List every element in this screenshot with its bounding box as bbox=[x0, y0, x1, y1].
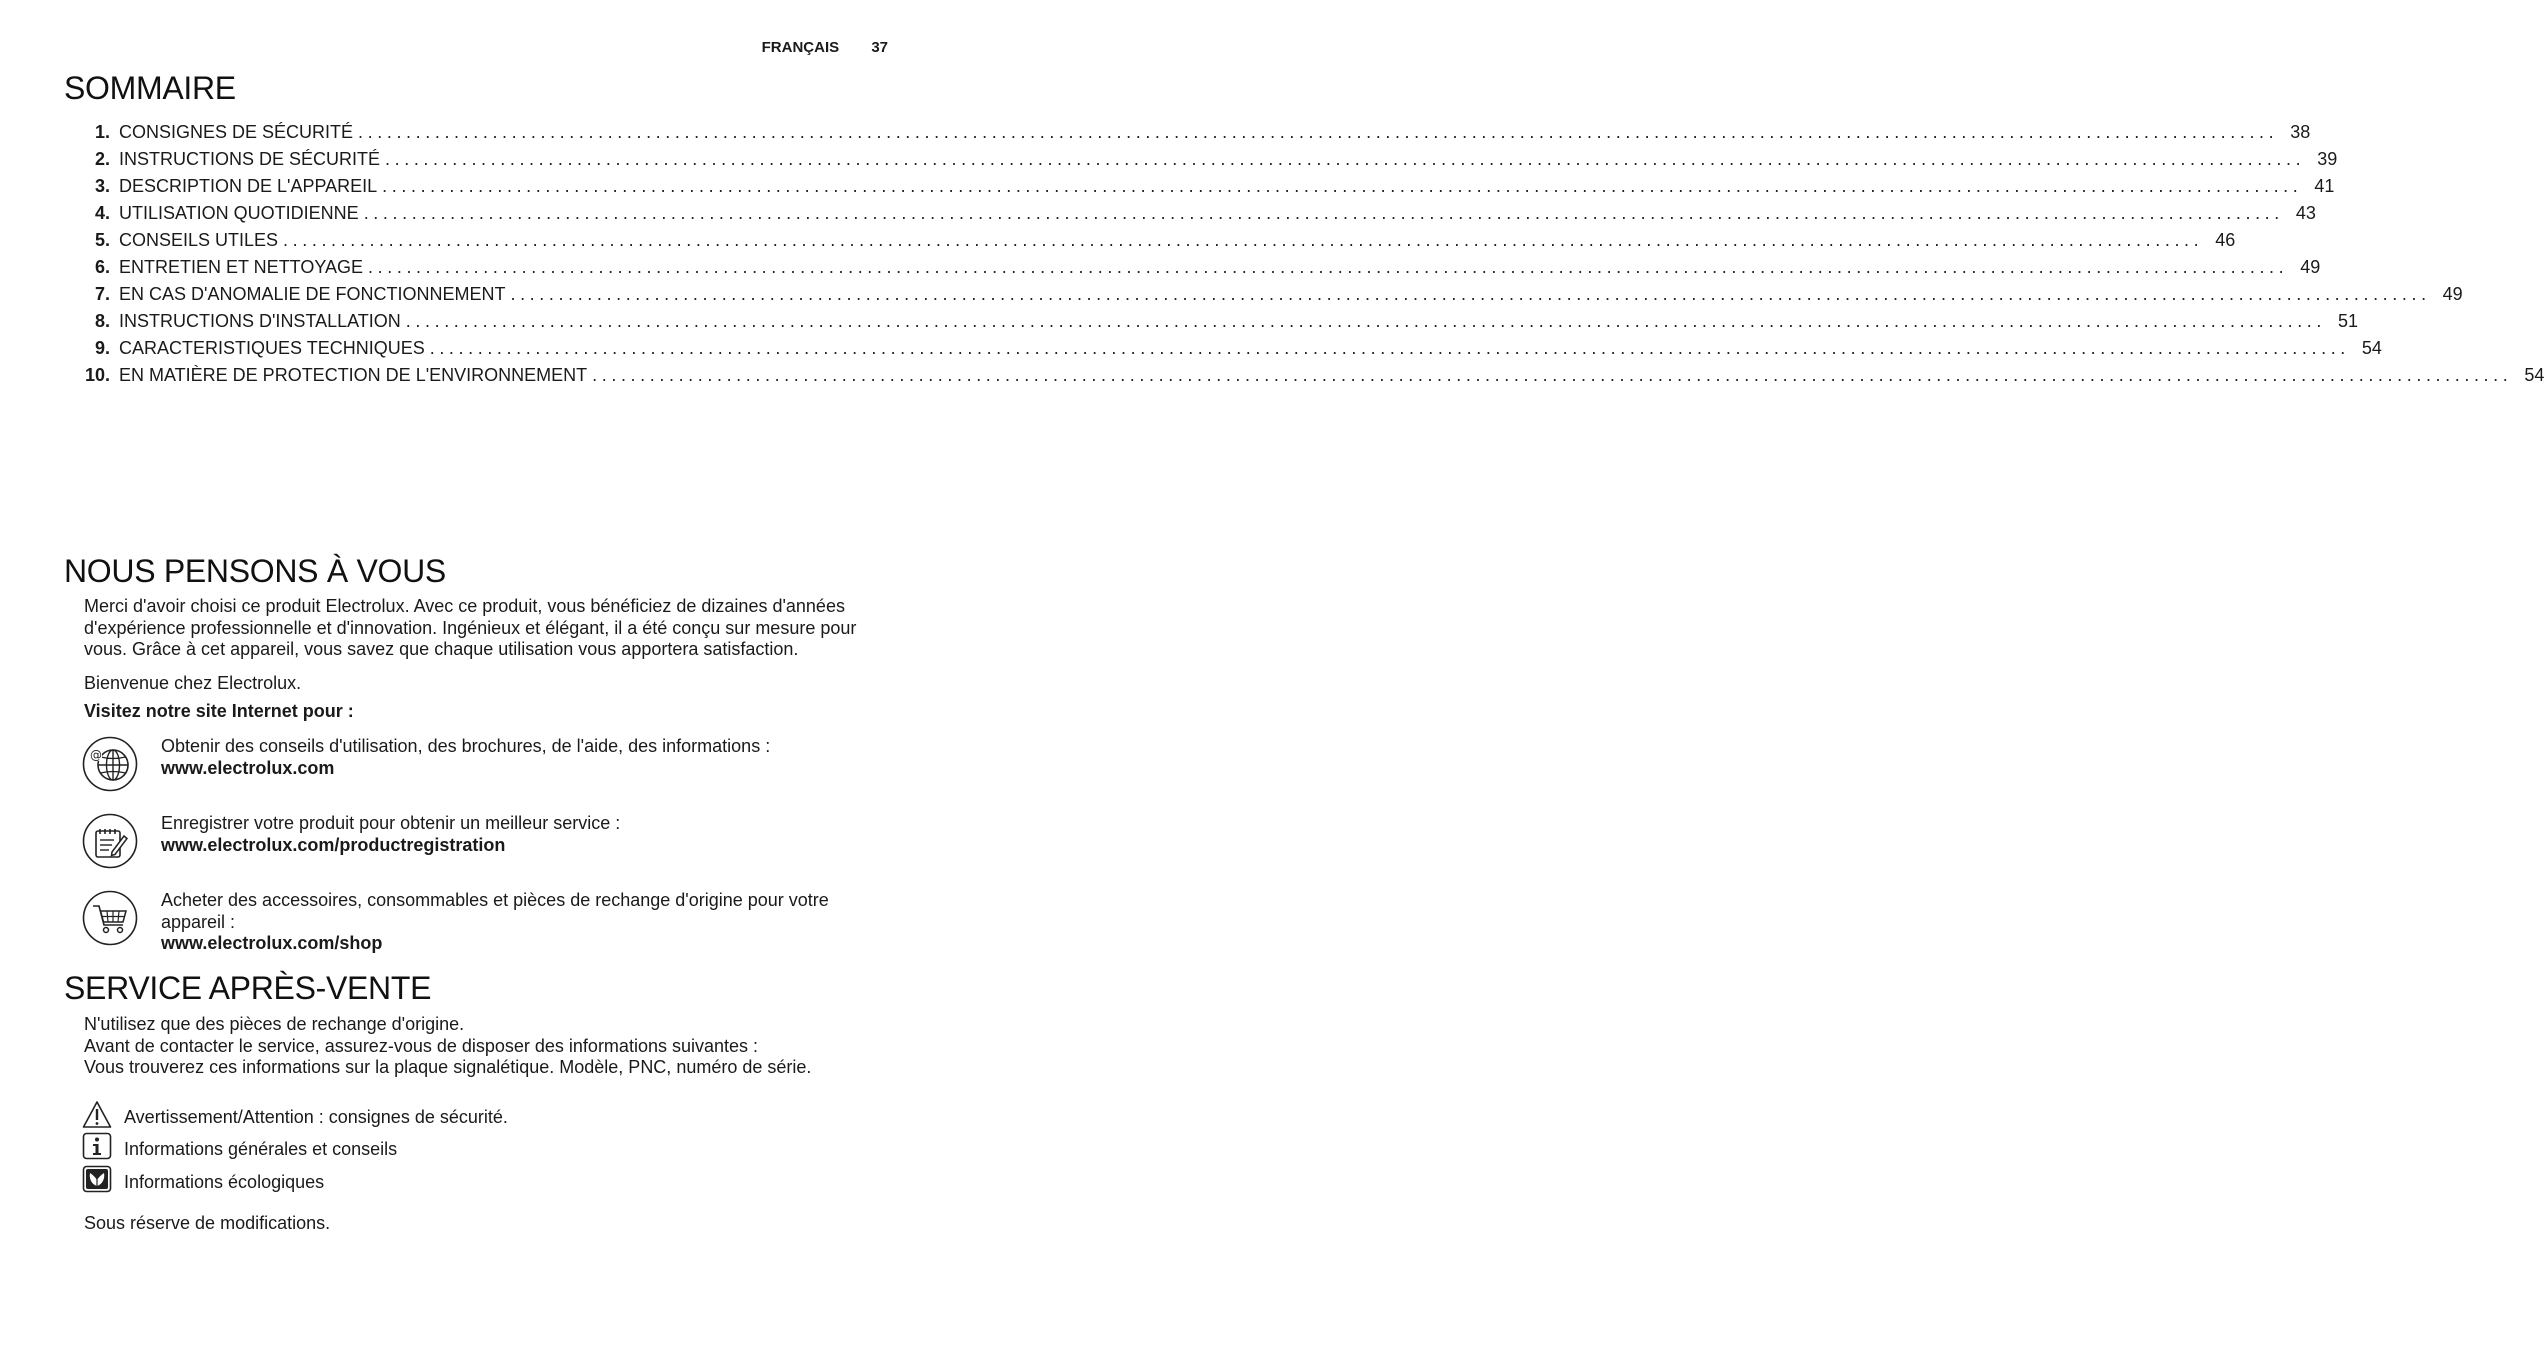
toc-item-title: EN CAS D'ANOMALIE DE FONCTIONNEMENT bbox=[119, 284, 506, 304]
toc-item-number: 1. bbox=[94, 122, 110, 142]
toc-item-title: UTILISATION QUOTIDIENNE bbox=[119, 203, 359, 223]
toc-dot-leader: ........................................................................................................................................................................................................ bbox=[283, 230, 2204, 250]
toc-item[interactable] bbox=[78, 365, 2544, 392]
page-header bbox=[762, 39, 888, 56]
toc-item-page: 43 bbox=[2295, 203, 2316, 223]
link-description: Obtenir des conseils d'utilisation, des brochures, de l'aide, des informations : bbox=[161, 736, 771, 756]
toc-item-page: 39 bbox=[2317, 149, 2338, 169]
legend-warning-text: Avertissement/Attention : consignes de sécurité. bbox=[124, 1107, 508, 1127]
link-url-registration[interactable]: www.electrolux.com/productregistration bbox=[161, 834, 506, 855]
toc-item[interactable] bbox=[78, 176, 2335, 203]
toc-item-title: ENTRETIEN ET NETTOYAGE bbox=[119, 257, 364, 277]
toc-dot-leader: ........................................................................................................................................................................................................ bbox=[510, 284, 2431, 304]
toc-dot-leader: ........................................................................................................................................................................................................ bbox=[368, 257, 2289, 277]
toc-item-page: 51 bbox=[2337, 311, 2358, 331]
link-url-electrolux[interactable]: www.electrolux.com bbox=[161, 757, 335, 778]
toc-item-page: 49 bbox=[2300, 257, 2321, 277]
toc-item-title: INSTRUCTIONS DE SÉCURITÉ bbox=[119, 149, 381, 169]
toc-dot-leader: ........................................................................................................................................................................................................ bbox=[592, 365, 2513, 385]
warning-triangle-icon bbox=[82, 1100, 112, 1130]
toc-item[interactable] bbox=[78, 203, 2316, 230]
register-notepad-icon bbox=[82, 813, 138, 869]
toc-item-number: 3. bbox=[94, 176, 110, 196]
header-page-number: 37 bbox=[871, 39, 888, 56]
toc-item-title: CONSEILS UTILES bbox=[119, 230, 279, 250]
toc-item-number: 6. bbox=[94, 257, 110, 277]
link-description: Enregistrer votre produit pour obtenir un meilleur service : bbox=[161, 813, 621, 833]
svg-text:@: @ bbox=[90, 748, 102, 762]
toc-item-number: 10. bbox=[84, 365, 110, 385]
toc-item-page: 49 bbox=[2442, 284, 2463, 304]
toc-item[interactable] bbox=[78, 149, 2338, 176]
toc-item-page: 54 bbox=[2361, 338, 2382, 358]
globe-at-icon bbox=[82, 736, 138, 792]
toc-dot-leader: ........................................................................................................................................................................................................ bbox=[358, 122, 2279, 142]
service-text bbox=[84, 1014, 899, 1079]
service-footer: Sous réserve de modifications. bbox=[84, 1213, 331, 1233]
toc-dot-leader: ........................................................................................................................................................................................................ bbox=[405, 311, 2326, 331]
toc-dot-leader: ........................................................................................................................................................................................................ bbox=[429, 338, 2350, 358]
toc-item-title: INSTRUCTIONS D'INSTALLATION bbox=[119, 311, 401, 331]
toc-item[interactable] bbox=[78, 338, 2382, 365]
link-url-shop[interactable]: www.electrolux.com/shop bbox=[161, 933, 383, 953]
toc-item-page: 54 bbox=[2524, 365, 2544, 385]
link-text-shop bbox=[161, 890, 881, 955]
header-language: FRANÇAIS bbox=[761, 39, 840, 56]
toc-dot-leader: ........................................................................................................................................................................................................ bbox=[363, 203, 2284, 223]
toc-item-title: CONSIGNES DE SÉCURITÉ bbox=[119, 122, 354, 142]
toc-item-page: 38 bbox=[2290, 122, 2311, 142]
toc-item[interactable] bbox=[78, 230, 2236, 257]
toc-item-number: 2. bbox=[94, 149, 110, 169]
link-text-advice bbox=[161, 736, 881, 779]
thinking-title: NOUS PENSONS À VOUS bbox=[64, 553, 446, 589]
legend-info-text: Informations générales et conseils bbox=[124, 1139, 398, 1159]
toc-item-number: 8. bbox=[94, 311, 110, 331]
thinking-welcome: Bienvenue chez Electrolux. bbox=[84, 673, 302, 693]
toc-item-page: 46 bbox=[2215, 230, 2236, 250]
toc-item-title: EN MATIÈRE DE PROTECTION DE L'ENVIRONNEMENT bbox=[119, 365, 588, 385]
toc-item[interactable] bbox=[78, 311, 2358, 338]
service-line: N'utilisez que des pièces de rechange d'origine. bbox=[84, 1014, 465, 1034]
link-text-registration bbox=[161, 813, 881, 856]
toc-item-page: 41 bbox=[2314, 176, 2335, 196]
shopping-cart-icon bbox=[82, 890, 138, 946]
toc-dot-leader: ........................................................................................................................................................................................................ bbox=[382, 176, 2303, 196]
toc-item-number: 9. bbox=[94, 338, 110, 358]
toc-item[interactable] bbox=[78, 257, 2321, 284]
toc-item[interactable] bbox=[78, 284, 2463, 311]
toc-item-number: 7. bbox=[94, 284, 110, 304]
toc-item-number: 4. bbox=[94, 203, 110, 223]
service-line: Vous trouverez ces informations sur la plaque signalétique. Modèle, PNC, numéro de série. bbox=[84, 1057, 812, 1077]
service-line: Avant de contacter le service, assurez-vous de disposer des informations suivantes : bbox=[84, 1035, 759, 1056]
toc-item[interactable] bbox=[78, 122, 2311, 149]
thinking-visit-heading: Visitez notre site Internet pour : bbox=[84, 701, 354, 721]
info-icon bbox=[82, 1132, 112, 1162]
table-of-contents bbox=[78, 122, 2544, 392]
thinking-intro: Merci d'avoir choisi ce produit Electrolux. Avec ce produit, vous bénéficiez de dizaines d'années d'expérience professionnelle et d'innovation. Ingénieux et élégant, il a été conçu sur mesure pour vous. Grâce à cet appareil, vous savez que chaque utilisation vous apportera satisfaction. bbox=[84, 596, 857, 659]
link-description: Acheter des accessoires, consommables et pièces de rechange d'origine pour votre appareil : bbox=[161, 890, 829, 932]
legend-eco-text: Informations écologiques bbox=[124, 1172, 325, 1192]
toc-dot-leader: ........................................................................................................................................................................................................ bbox=[385, 149, 2306, 169]
eco-leaf-icon bbox=[82, 1165, 112, 1195]
toc-title: SOMMAIRE bbox=[64, 70, 236, 106]
toc-item-title: DESCRIPTION DE L'APPAREIL bbox=[119, 176, 378, 196]
toc-item-number: 5. bbox=[94, 230, 110, 250]
service-title: SERVICE APRÈS-VENTE bbox=[64, 970, 432, 1006]
toc-item-title: CARACTERISTIQUES TECHNIQUES bbox=[119, 338, 425, 358]
